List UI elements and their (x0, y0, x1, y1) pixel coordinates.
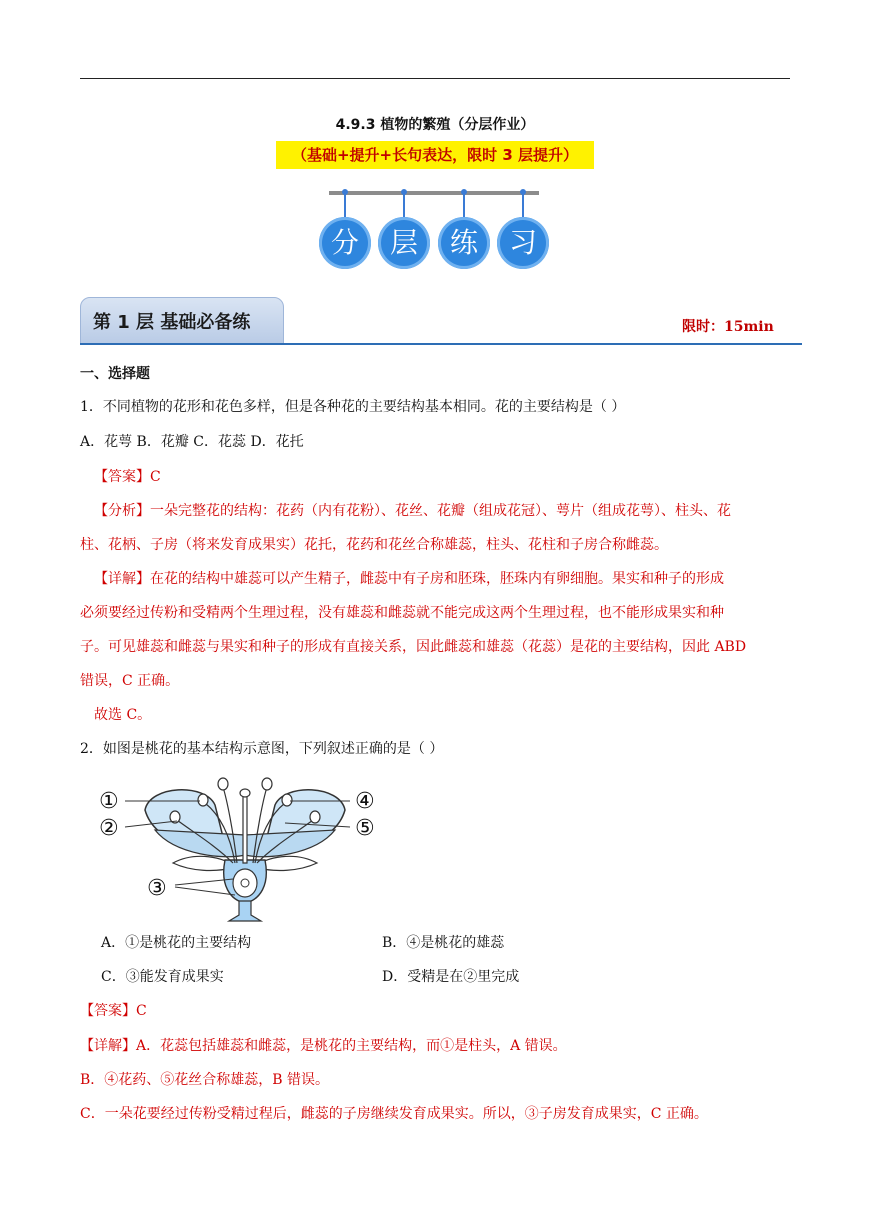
part-heading: 一、选择题 (80, 366, 150, 382)
peach-flower-diagram (95, 775, 395, 925)
layers-bar (329, 191, 539, 195)
q1-answer: 【答案】C (94, 469, 161, 485)
section-rule (80, 343, 802, 345)
q1-analysis-line: 【分析】一朵完整花的结构：花药（内有花粉）、花丝、花瓣（组成花冠）、萼片（组成花萼）、柱头、花 (94, 503, 731, 519)
section-tab: 第 1 层 基础必备练 (80, 297, 284, 345)
q2-option-c: C．③能发育成果实 (101, 969, 224, 985)
diagram-label: ① (99, 789, 119, 814)
q1-options: A．花萼 B．花瓣 C．花蕊 D．花托 (80, 434, 304, 450)
layer-peg (344, 193, 346, 217)
q2-option-a: A．①是桃花的主要结构 (101, 935, 252, 951)
q2-detail-line: B．④花药、⑤花丝合称雄蕊，B 错误。 (80, 1072, 330, 1088)
layer-badge-char: 分 (319, 217, 371, 269)
q1-conclusion: 故选 C。 (94, 707, 152, 723)
layer-badge-char: 习 (497, 217, 549, 269)
q1-analysis-line: 柱、花柄、子房（将来发育成果实）花托，花药和花丝合称雄蕊，柱头、花柱和子房合称雌蕊。 (80, 537, 668, 553)
q1-stem: 1．不同植物的花形和花色多样，但是各种花的主要结构基本相同。花的主要结构是（ ） (80, 399, 626, 415)
diagram-label: ② (99, 816, 119, 841)
q2-option-b: B．④是桃花的雄蕊 (382, 935, 505, 951)
layer-badge-char: 层 (378, 217, 430, 269)
diagram-label: ④ (355, 789, 375, 814)
document-subtitle: （基础+提升+长句表达，限时 3 层提升） (276, 141, 594, 169)
diagram-label: ⑤ (355, 816, 375, 841)
q2-stem: 2．如图是桃花的基本结构示意图，下列叙述正确的是（ ） (80, 741, 444, 757)
header-rule (80, 78, 790, 79)
q1-detail-line: 错误，C 正确。 (80, 673, 180, 689)
q1-detail-line: 必须要经过传粉和受精两个生理过程，没有雄蕊和雌蕊就不能完成这两个生理过程，也不能形成果实和种 (80, 605, 724, 621)
q2-detail-line: C．一朵花要经过传粉受精过程后，雌蕊的子房继续发育成果实。所以，③子房发育成果实，C 正确。 (80, 1106, 708, 1122)
diagram-label: ③ (147, 876, 167, 901)
q2-option-d: D．受精是在②里完成 (382, 969, 520, 985)
time-limit: 限时：15min (682, 319, 774, 335)
layer-peg (403, 193, 405, 217)
q1-detail-line: 子。可见雄蕊和雌蕊与果实和种子的形成有直接关系，因此雌蕊和雄蕊（花蕊）是花的主要结构，因此 ABD (80, 639, 747, 655)
layer-peg (522, 193, 524, 217)
q1-detail-line: 【详解】在花的结构中雄蕊可以产生精子，雌蕊中有子房和胚珠，胚珠内有卵细胞。果实和种子的形成 (94, 571, 724, 587)
layer-peg (463, 193, 465, 217)
q2-answer: 【答案】C (80, 1003, 147, 1019)
q2-detail-line: 【详解】A．花蕊包括雄蕊和雌蕊，是桃花的主要结构，而①是柱头，A 错误。 (80, 1038, 567, 1054)
layer-badge-char: 练 (438, 217, 490, 269)
document-title: 4.9.3 植物的繁殖（分层作业） (335, 117, 535, 133)
